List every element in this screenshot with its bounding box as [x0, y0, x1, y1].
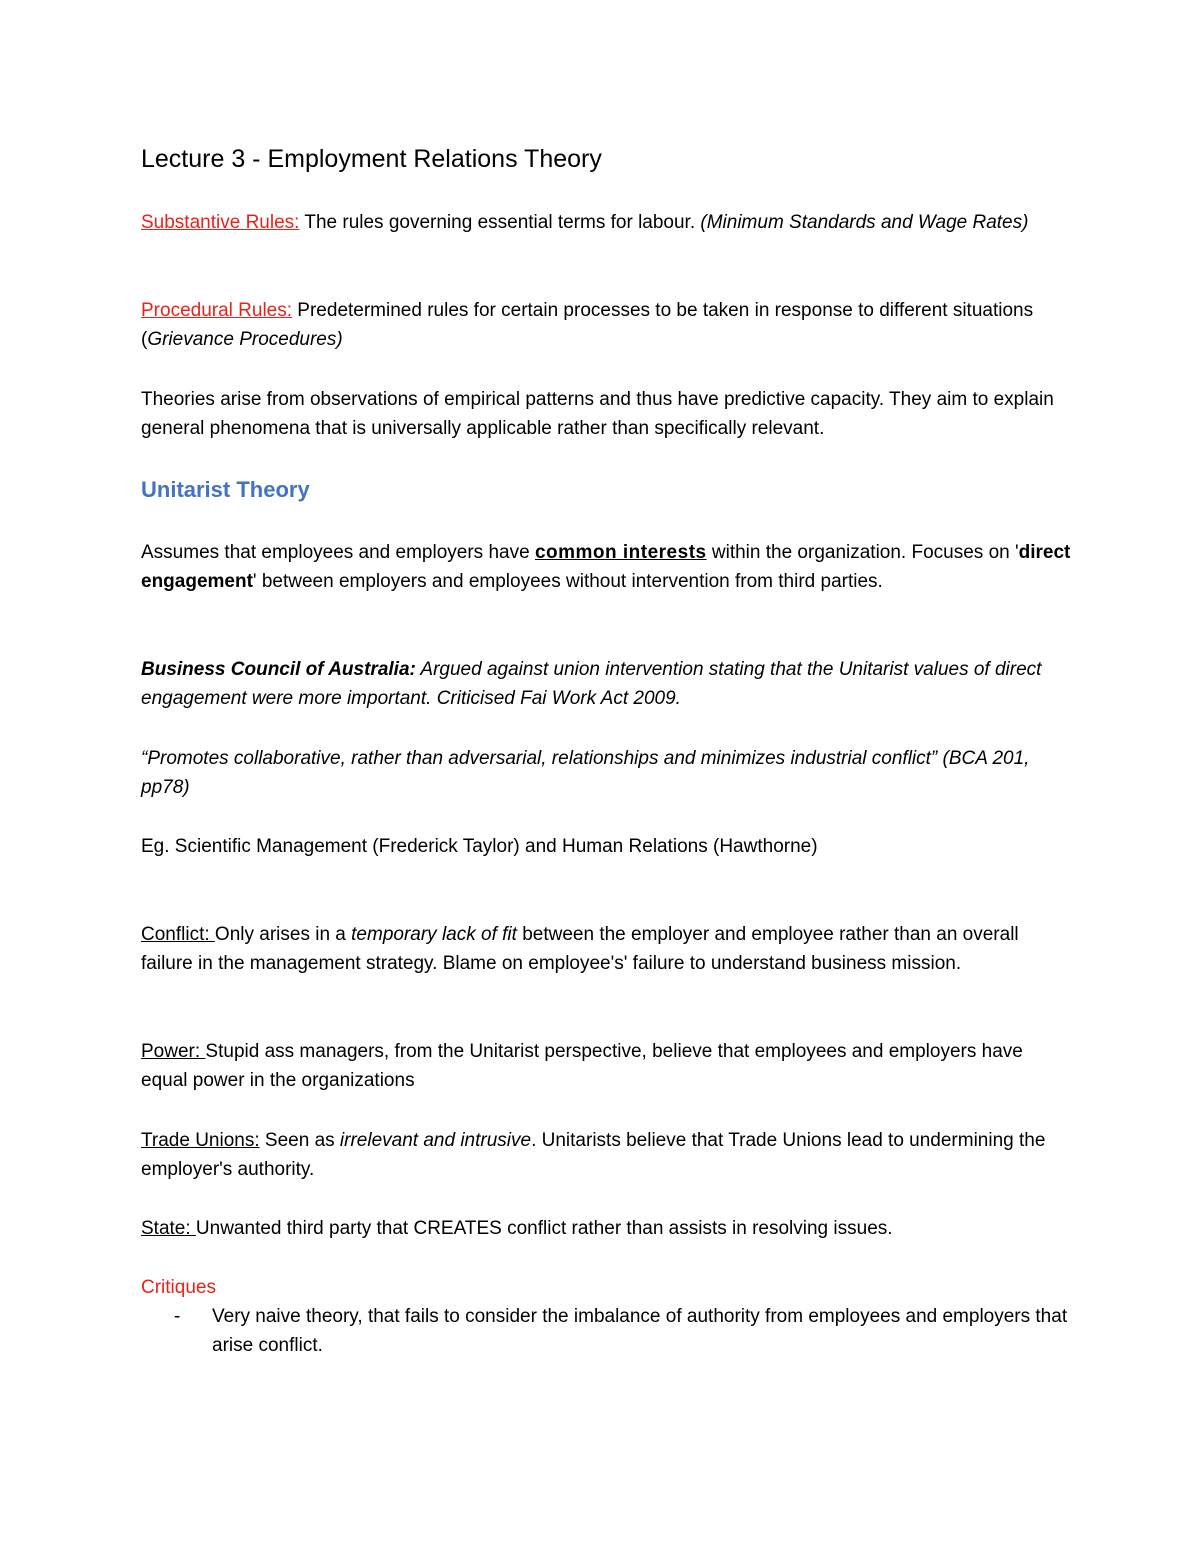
unitarist-theory-heading: Unitarist Theory	[141, 477, 310, 502]
state-paragraph	[141, 1214, 1071, 1243]
bca-text: Argued against union intervention stating that the Unitarist values of direct engagement were more important. Criticised Fai Work Act 2009.	[141, 659, 1042, 709]
state-text: Unwanted third party that CREATES conflict rather than assists in resolving issues.	[195, 1218, 893, 1239]
trade-unions-text-1: Seen as	[259, 1130, 340, 1151]
conflict-italic: temporary lack of fit	[351, 924, 517, 945]
power-paragraph	[141, 1037, 1071, 1095]
list-item-text: Very naive theory, that fails to consider the imbalance of authority from employees and employers that arise conflict.	[212, 1306, 1068, 1356]
power-label: Power:	[141, 1041, 206, 1062]
assumes-paragraph	[141, 538, 1071, 596]
theories-paragraph: Theories arise from observations of empirical patterns and thus have predictive capacity. They aim to explain general phenomena that is universally applicable rather than specifically relevant.	[141, 389, 1054, 439]
conflict-text-1: Only arises in a	[214, 924, 352, 945]
critiques-heading: Critiques	[141, 1277, 216, 1298]
bca-quote: “Promotes collaborative, rather than adversarial, relationships and minimizes industrial conflict” (BCA 201, pp78)	[141, 748, 1030, 798]
power-text: Stupid ass managers, from the Unitarist perspective, believe that employees and employers have equal power in the organizations	[141, 1041, 1023, 1091]
substantive-rules-label: Substantive Rules:	[141, 212, 300, 233]
list-bullet: -	[174, 1306, 181, 1327]
assumes-text-3: ' between employers and employees without intervention from third parties.	[252, 571, 883, 592]
assumes-text-2: within the organization. Focuses on '	[706, 542, 1019, 563]
trade-unions-italic: irrelevant and intrusive	[339, 1130, 532, 1151]
bca-label: Business Council of Australia:	[141, 659, 416, 680]
document-title: Lecture 3 - Employment Relations Theory	[141, 145, 602, 173]
substantive-rules-text: The rules governing essential terms for labour.	[299, 212, 701, 233]
direct-engagement-emphasis: direct engagement	[141, 542, 1071, 592]
conflict-paragraph	[141, 920, 1071, 978]
assumes-text-1: Assumes that employees and employers have	[141, 542, 535, 563]
common-interests-emphasis: common interests	[534, 542, 707, 563]
bca-paragraph	[141, 655, 1071, 713]
example-paragraph: Eg. Scientific Management (Frederick Taylor) and Human Relations (Hawthorne)	[141, 836, 818, 857]
procedural-rules-paragraph	[141, 296, 1071, 354]
trade-unions-paragraph	[141, 1126, 1071, 1184]
trade-unions-label: Trade Unions:	[141, 1130, 260, 1151]
conflict-label: Conflict:	[141, 924, 215, 945]
list-item	[141, 1302, 1071, 1360]
state-label: State:	[141, 1218, 196, 1239]
critiques-list	[141, 1302, 1071, 1360]
substantive-rules-example: (Minimum Standards and Wage Rates)	[700, 212, 1029, 233]
procedural-rules-example: Grievance Procedures)	[147, 329, 343, 350]
trade-unions-text-2: . Unitarists believe that Trade Unions lead to undermining the employer's authority.	[141, 1130, 1046, 1180]
procedural-rules-label: Procedural Rules:	[141, 300, 293, 321]
substantive-rules-paragraph	[141, 208, 1071, 237]
conflict-text-2: between the employer and employee rather than an overall failure in the management strategy. Blame on employee's' failure to understand business mission.	[141, 924, 1019, 974]
procedural-rules-text: Predetermined rules for certain processes to be taken in response to different situations (	[141, 300, 1034, 350]
